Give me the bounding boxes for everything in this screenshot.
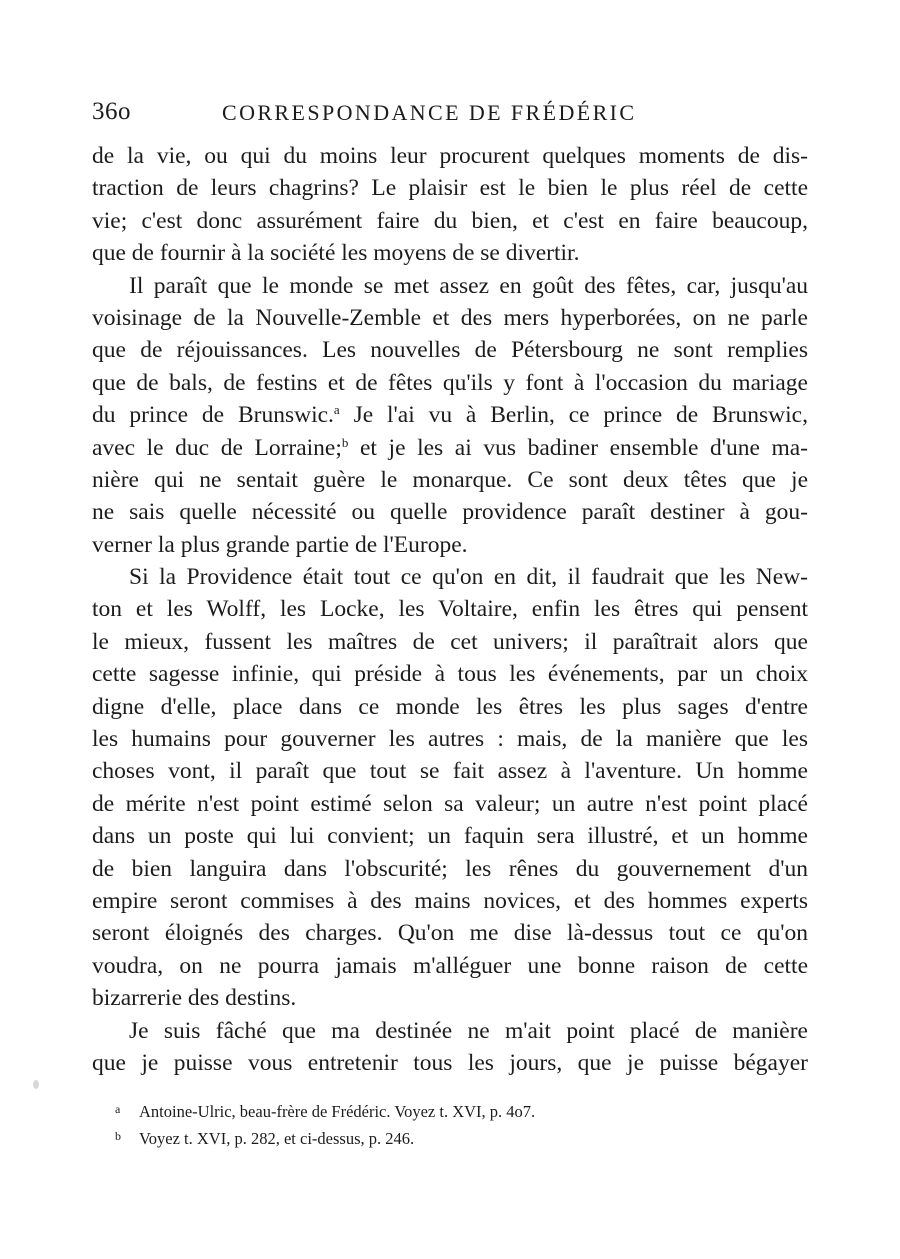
text-segment: avec le duc de Lorraine; [92, 434, 342, 461]
text-line: ton et les Wolff, les Locke, les Voltaire, enfin les êtres qui pensent [92, 596, 808, 623]
text-line: les humains pour gouverner les autres : mais, de la manière que les [92, 726, 808, 753]
text-line: verner la plus grande partie de l'Europe. [92, 531, 468, 558]
footnote-text: Antoine-Ulric, beau-frère de Frédéric. Voyez t. XVI, p. 4o7. [139, 1102, 536, 1121]
text-line: traction de leurs chagrins? Le plaisir est le bien le plus réel de cette [92, 175, 808, 202]
text-line: de la vie, ou qui du moins leur procurent quelques moments de dis- [92, 143, 808, 169]
text-line: Il paraît que le monde se met assez en goût des fêtes, car, jusqu'au [129, 272, 808, 299]
text-line: le mieux, fussent les maîtres de cet univers; il paraîtrait alors que [92, 628, 808, 655]
text-line: empire seront commises à des mains novices, et des hommes experts [92, 887, 808, 914]
text-line: nière qui ne sentait guère le monarque. Ce sont deux têtes que je [92, 466, 808, 493]
footnote-b [115, 1124, 755, 1151]
text-line: digne d'elle, place dans ce monde les êtres les plus sages d'entre [92, 693, 808, 720]
paper-speck [33, 1080, 39, 1089]
text-line: choses vont, il paraît que tout se fait assez à l'aventure. Un homme [92, 758, 808, 785]
text-line: de bien languira dans l'obscurité; les rênes du gouvernement d'un [92, 855, 808, 882]
text-line: Je suis fâché que ma destinée ne m'ait point placé de manière [129, 1017, 808, 1044]
footnote-a [115, 1097, 755, 1124]
text-line: que de réjouissances. Les nouvelles de Pétersbourg ne sont remplies [92, 337, 808, 364]
text-line: de mérite n'est point estimé selon sa valeur; un autre n'est point placé [92, 790, 808, 817]
text-line: dans un poste qui lui convient; un faquin sera illustré, et un homme [92, 823, 808, 850]
footnote-ref-b[interactable]: b [341, 434, 349, 450]
text-line: Si la Providence était tout ce qu'on en dit, il faudrait que les New- [129, 564, 808, 591]
text-line: que de bals, de festins et de fêtes qu'ils y font à l'occasion du mariage [92, 369, 808, 396]
text-segment: et je les ai vus badiner ensemble d'une ma- [360, 434, 808, 461]
text-line: que je puisse vous entretenir tous les jours, que je puisse bégayer [92, 1049, 808, 1076]
text-line-with-footnote [92, 432, 808, 464]
footnotes [115, 1097, 755, 1151]
footnote-marker: a [115, 1102, 121, 1116]
text-segment: du prince de Brunswic. [92, 402, 334, 429]
text-line: que de fournir à la société les moyens de se divertir. [92, 240, 580, 267]
text-line: voisinage de la Nouvelle-Zemble et des mers hyperborées, on ne parle [92, 304, 808, 331]
running-head [92, 98, 808, 138]
text-line: voudra, on ne pourra jamais m'alléguer une bonne raison de cette [92, 952, 808, 979]
text-line: bizarrerie des destins. [92, 985, 297, 1012]
text-line: ne sais quelle nécessité ou quelle providence paraît destiner à gou- [92, 499, 808, 526]
text-line: vie; c'est donc assurément faire du bien, et c'est en faire beaucoup, [92, 207, 808, 234]
text-line: seront éloignés des charges. Qu'on me dise là-dessus tout ce qu'on [92, 920, 808, 947]
text-segment: Je l'ai vu à Berlin, ce prince de Brunswic, [353, 402, 808, 429]
footnote-text: Voyez t. XVI, p. 282, et ci-dessus, p. 246. [139, 1129, 415, 1148]
footnote-ref-a[interactable]: a [333, 402, 340, 418]
page-number: 36o [92, 98, 131, 125]
body-text [92, 140, 808, 1079]
running-title: CORRESPONDANCE DE FRÉDÉRIC [222, 100, 637, 125]
text-line: cette sagesse infinie, qui préside à tous les événements, par un choix [92, 661, 808, 688]
footnote-marker: b [115, 1129, 121, 1143]
text-line-with-footnote [92, 399, 808, 431]
